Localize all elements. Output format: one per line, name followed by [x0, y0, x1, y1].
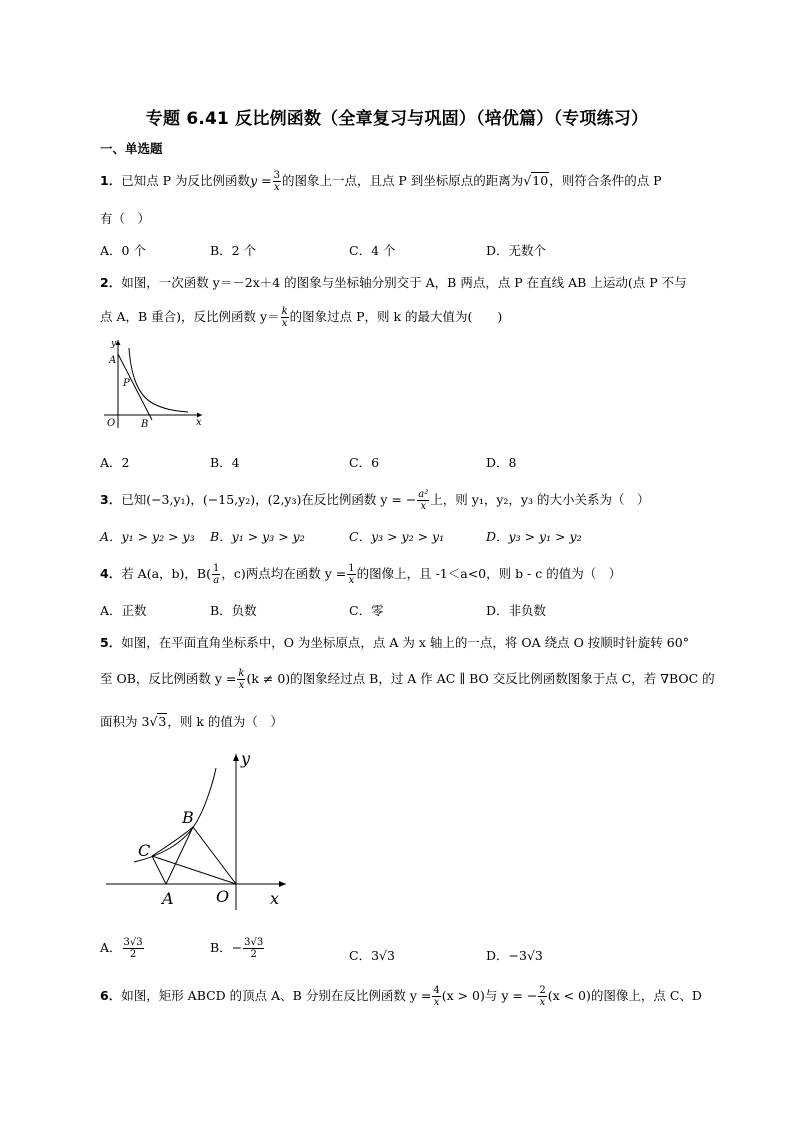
question-6: 6．如图，矩形 ABCD 的顶点 A、B 分别在反比例函数 y = $\frac{4}{x}$ (x > 0)与 y = − $\frac{2}{x}$ (x < 0)的图像上，点 C、D: [100, 985, 702, 1008]
question-5: 5．如图，在平面直角坐标系中，O 为坐标原点，点 A 为 x 轴上的一点，将 OA 绕点 O 按顺时针旋转 60°: [100, 635, 689, 650]
point-c-label: C: [138, 841, 151, 860]
option-a: A．2: [100, 455, 130, 470]
question-1-cont: 有（ ）: [100, 211, 151, 226]
fraction: $\frac{2}{x}$: [539, 985, 546, 1008]
point-a-label: A: [162, 889, 174, 908]
question-number: 1．: [100, 173, 122, 188]
option-c: C．零: [349, 603, 384, 618]
y-axis-label: y: [111, 339, 117, 349]
option-d: D．−3√3: [486, 948, 543, 963]
option-b: B．4: [210, 455, 240, 470]
question-4: 4．若 A(a，b)，B( $\frac{1}{a}$ ，c)两点均在函数 y = $\frac{1}{x}$ 的图像上，且 -1＜a<0，则 b - c 的值为（ ）: [100, 563, 622, 586]
point-b-label: B: [182, 808, 194, 827]
option-c: C．3√3: [349, 948, 395, 963]
fraction: $\frac{1}{a}$: [212, 563, 220, 586]
option-d: D．无数个: [486, 243, 547, 258]
option-d: D．8: [486, 455, 517, 470]
fraction: $\frac{1}{x}$: [348, 563, 355, 586]
option-b: B．负数: [210, 603, 257, 618]
x-axis-label: x: [196, 417, 202, 428]
page-title: 专题 6.41 反比例函数（全章复习与巩固）（培优篇）（专项练习）: [145, 109, 649, 129]
question-3: 3．已知(−3,y₁)，(−15,y₂)，(2,y₃)在反比例函数 y = − $\frac{\text{a²}}{x}$ 上，则 y₁，y₂，y₃ 的大小关系为（ ）: [100, 489, 650, 512]
option-c: C．4 个: [349, 243, 396, 258]
fraction: $\frac{3}{x}$: [273, 170, 280, 193]
question-1: 1．已知点 P 为反比例函数y = $\frac{3}{x}$ 的图象上一点，且点 P 到坐标原点的距离为√10，则符合条件的点 P: [100, 170, 662, 193]
fraction: $\frac{4}{x}$: [433, 985, 440, 1008]
option-d: D．非负数: [486, 603, 547, 618]
option-a: A．0 个: [100, 243, 146, 258]
question-5-cont: 至 OB，反比例函数 y = $\frac{k}{x}$ (k ≠ 0)的图象经过点 B，过 A 作 AC ∥ BO 交反比例函数图象于点 C，若 ∇BOC 的: [100, 668, 715, 691]
origin-label: O: [107, 418, 116, 429]
option-a: A．y₁ > y₂ > y₃: [100, 529, 195, 544]
origin-label: O: [216, 887, 230, 906]
option-a: A． $\frac{3√3}{2}$: [100, 937, 143, 960]
section-heading: 一、单选题: [100, 141, 163, 156]
question-5-cont-2: 面积为 3√3，则 k 的值为（ ）: [100, 714, 283, 729]
point-p-label: P: [123, 378, 130, 389]
fraction: $\frac{\text{a²}}{x}$: [418, 489, 429, 512]
option-b: B．− $\frac{3√3}{2}$: [210, 937, 264, 960]
fraction: $\frac{k}{x}$: [281, 306, 288, 329]
option-b: B．2 个: [210, 243, 257, 258]
question-2-cont: 点 A，B 重合)，反比例函数 y＝ $\frac{k}{x}$ 的图象过点 P，则 k 的最大值为( ): [100, 306, 503, 329]
option-d: D．y₃ > y₁ > y₂: [486, 529, 582, 544]
fraction: $\frac{k}{x}$: [238, 668, 245, 691]
point-b-label: B: [141, 419, 149, 430]
option-a: A．正数: [100, 603, 147, 618]
option-c: C．6: [349, 455, 380, 470]
option-b: B．y₁ > y₃ > y₂: [210, 529, 305, 544]
figure-q5-graph: [100, 748, 296, 916]
y-axis-label: y: [241, 749, 251, 768]
point-a-label: A: [109, 355, 117, 366]
figure-q2-graph: [98, 336, 208, 432]
option-c: C．y₃ > y₂ > y₁: [349, 529, 445, 544]
x-axis-label: x: [270, 889, 280, 908]
question-2: 2．如图，一次函数 y＝－2x＋4 的图象与坐标轴分别交于 A，B 两点，点 P 在直线 AB 上运动(点 P 不与: [100, 275, 687, 290]
